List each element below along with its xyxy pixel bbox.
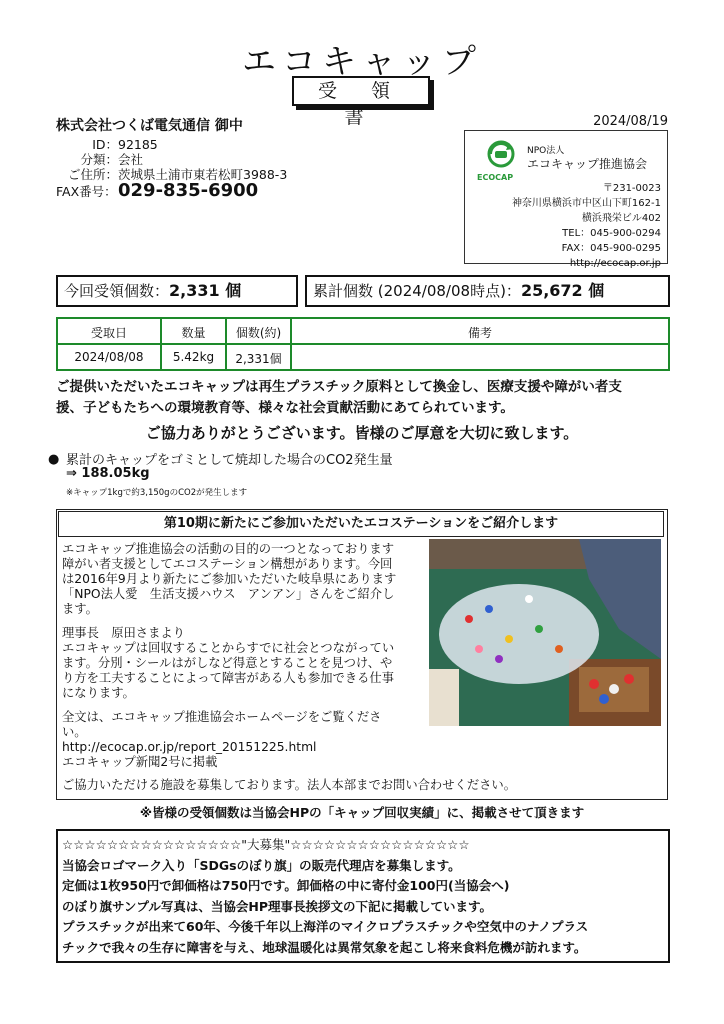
recipient-address: 茨城県土浦市東若松町3988-3 (118, 167, 288, 182)
text-line: になります。 (62, 686, 135, 700)
org-fax: FAX：045-900-0295 (561, 243, 661, 254)
total-count-value: 25,672 個 (520, 281, 605, 300)
header-weight: 数量 (181, 326, 206, 340)
text-line: 「NPO法人愛 生活支援ハウス アンアン」さんをご紹介し (62, 587, 395, 601)
message-line: ご提供いただいたエコキャップは再生プラスチック原料として換金し、医療支援や障がい者支 (56, 379, 622, 395)
text-line: 理事長 原田さまより (62, 626, 185, 640)
text-line: は2016年9月より新たにご参加いただいた岐阜県にあります (62, 572, 397, 586)
text-line: 定価は1枚950円で卸価格は750円です。卸価格の中に寄付金100円(当協会へ) (62, 878, 510, 893)
header-count: 個数(約) (235, 326, 282, 340)
bottle-caps-photo (429, 539, 661, 726)
org-address: 神奈川県横浜市中区山下町162-1 (511, 198, 661, 209)
co2-value: ⇒ 188.05kg (66, 466, 150, 481)
row-weight: 5.42kg (172, 350, 215, 364)
co2-label: 累計のキャップをゴミとして焼却した場合のCO2発生量 (66, 453, 393, 468)
eco-station-quote (62, 626, 427, 701)
row-date: 2024/08/08 (74, 350, 144, 364)
photo-illustration (429, 539, 661, 726)
current-count-value: 2,331 個 (169, 281, 242, 300)
co2-note: ※キャップ1kgで約3,150gのCO2が発生します (66, 488, 248, 498)
org-contact (471, 181, 661, 271)
recipient-fax-row (56, 180, 258, 201)
message-paragraph (56, 377, 676, 419)
eco-station-link (62, 710, 427, 770)
bullet-dot: ● (48, 452, 60, 467)
recruitment-banner: ☆☆☆☆☆☆☆☆☆☆☆☆☆☆☆☆"大募集"☆☆☆☆☆☆☆☆☆☆☆☆☆☆☆☆ (62, 837, 470, 852)
recipient-name: 株式会社つくば電気通信 御中 (56, 118, 243, 134)
text-line: エコキャップ推進協会の活動の目的の一つとなっております (62, 542, 395, 556)
category-label: 分類： (80, 152, 118, 167)
issue-date: 2024/08/19 (593, 114, 668, 129)
row-count: 2,331個 (235, 352, 282, 366)
text-line: プラスチックが出来て60年、今後千年以上海洋のマイクロプラスチックや空気中のナノプラス (62, 919, 589, 934)
text-line: エコキャップは回収することからすでに社会とつながってい (62, 641, 395, 655)
current-count-box (56, 275, 298, 307)
org-tel: TEL：045-900-0294 (562, 228, 661, 239)
organization-box (464, 130, 668, 269)
text-line: ます。分別・シールはがしなど得意とすることを見つけ、や (62, 656, 393, 670)
report-link[interactable]: http://ecocap.or.jp/report_20151225.html (62, 740, 317, 754)
org-postal: 〒231-0023 (602, 183, 661, 194)
recipient-category: 会社 (118, 152, 144, 167)
total-count-label: 累計個数 (2024/08/08時点)： (313, 282, 521, 300)
text-line: チックで我々の生存に障害を与え、地球温暖化は異常気象を起こし将来食料危機が訪れます。 (62, 939, 587, 955)
address-label: ご住所： (67, 167, 118, 182)
eco-station-heading: 第10期に新たにご参加いただいたエコステーションをご紹介します (58, 511, 664, 537)
text-line: のぼり旗サンプル写真は、当協会HP理事長挨拶文の下記に掲載しています。 (62, 898, 492, 914)
text-line: 全文は、エコキャップ推進協会ホームページをご覧くださ (62, 710, 382, 724)
receipt-table (56, 317, 670, 371)
id-label: ID： (92, 137, 118, 152)
org-name: エコキャップ推進協会 (527, 157, 648, 171)
eco-station-recruit: ご協力いただける施設を募集しております。法人本部までお問い合わせください。 (62, 778, 517, 792)
text-line: ます。 (62, 602, 98, 616)
text-line: エコキャップ新聞2号に掲載 (62, 755, 218, 769)
org-url: http://ecocap.or.jp (569, 258, 661, 269)
message-line: 援、子どもたちへの環境教育等、様々な社会貢献活動にあてられています。 (56, 400, 514, 416)
npo-label: NPO法人 (527, 146, 565, 156)
document-title: エコキャップ (242, 42, 482, 82)
recruitment-box (56, 829, 670, 963)
thanks-message: ご協力ありがとうございます。皆様のご厚意を大切に致します。 (145, 424, 579, 442)
fax-label: FAX番号： (56, 184, 117, 199)
total-count-box (305, 275, 670, 307)
eco-station-intro (62, 542, 427, 617)
recipient-fax: 029-835-6900 (118, 180, 259, 201)
text-line: い。 (62, 725, 87, 739)
recipient-id: 92185 (118, 137, 158, 152)
header-date: 受取日 (90, 326, 127, 340)
recruitment-text (62, 835, 666, 958)
text-line: り方を工夫することによって障害がある人も参加できる仕事 (62, 671, 395, 685)
header-remarks: 備考 (467, 326, 492, 340)
text-line: 当協会ロゴマーク入り「SDGsのぼり旗」の販売代理店を募集します。 (62, 857, 461, 873)
org-building: 横浜飛栄ビル402 (581, 213, 661, 224)
text-line: 障がい者支援としてエコステーション構想があります。今回 (62, 557, 393, 571)
current-count-label: 今回受領個数： (64, 282, 170, 300)
receipt-subtitle: 受 領 書 (292, 76, 430, 106)
logo-text: ECOCAP (477, 173, 514, 182)
ecocap-logo-icon (481, 139, 521, 173)
notice-text: ※皆様の受領個数は当協会HPの「キャップ回収実績」に、掲載させて頂きます (139, 805, 585, 820)
